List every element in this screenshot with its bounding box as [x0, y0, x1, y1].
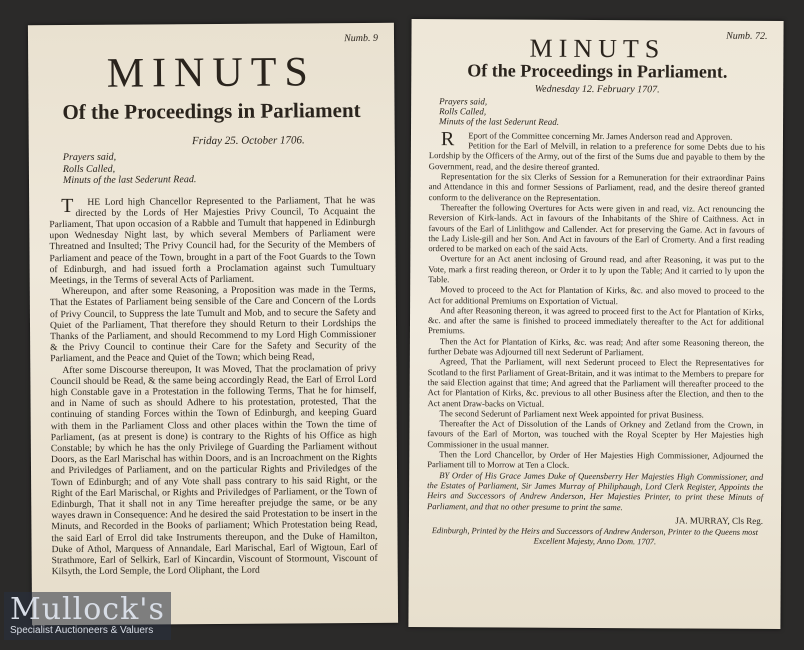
right-paragraph: Representation for the six Clerks of Session for a Remuneration for their extraordinar Pains and Attendance in this and former Sessions of Parliament, read, and the desire thereof granted conform to the deliverance on the Representation.	[428, 171, 765, 203]
right-title: MINUTS	[529, 33, 666, 64]
left-paragraph: Whereupon, and after some Reasoning, a Proposition was made in the Terms, That the Estates of Parliament being sensible of the Care and Concern of the Lords of Privy Council, to Suppress the late Tumult and Mob, and to secure the Safety and Quiet of the Parliament, That therefore they should Return to their Lordships the Thanks of the Parliament, and should Recommend to my Lord High Commissioner & the Privy Council to continue their Care for the Safety and Security of the Parliament, and the Peace and Quiet of the Town; which being Read,	[49, 284, 377, 365]
right-paragraph: And after Reasoning thereon, it was agreed to proceed first to the Act for Plantation of Kirks, &c. and after the same is finished to proceed immediately thereafter to the Act for additional Premiums.	[427, 305, 765, 336]
right-prelim-line: Rolls Called,	[439, 106, 487, 117]
watermark-logo: Mullock's	[10, 592, 165, 627]
drop-cap: R	[440, 128, 455, 151]
left-paragraph: After some Discourse thereupon, It was Moved, That the proclamation of privy Council should be Read, & the same being accordingly Read, the Earl of Errol Lord high Constable gave in a Protestation in the following Terms, That he for himself, and in Name of such as should Adhere to his protestation, protested, That the continuing of standing Forces within the Town of Edinburgh, and keeping Guard with them in the Parliament Closs and other places within the Town the time of Parliament, (as at present is done) is contrary to the Rights of his Office as high Constable; by which he has the only Privilege of Guarding the Parliament without Doors, as the Earl Marischal has within Doors, and is an Incroachment on the Rights and Priviledges of Parliament, and on the particular Rights and Priviledges of the Town of Edinburgh; and of any Vote shall pass contrary to his said Right, or the Right of the Earl Marischal, or Rights and Priviledges of Parliament, or the Town of Edinburgh, That it shall not in any Time hereafter prejudge the same, or be any wayes drawn in Consequence: And he desired the said Protestation to be insert in the Minuts, and Recorded in the Books of parliament; Which Protestation being Read, the said Earl of Errol did take Instruments thereupon, and the Duke of Hamilton, Duke of Athol, Marquess of Annandale, Earl Marischal, Earl of Wigtoun, Earl of Strathmore, Earl of Selkirk, Earl of Kincardin, Viscount of Stormount, Viscount of Kilsyth, the Lord Semple, the Lord Oliphant, the Lord	[50, 362, 378, 578]
left-document-sheet	[28, 23, 398, 626]
right-document-sheet	[408, 19, 783, 629]
left-prelim-line: Rolls Called,	[62, 163, 116, 175]
right-number: Numb. 72.	[726, 30, 768, 42]
right-prelim-line: Prayers said,	[439, 95, 488, 107]
right-paragraph: Thereafter the following Overtures for Acts were given in and read, viz. Act renouncing the Reversion of Kirk-lands. Act in favours of the Inhabitants of the Shire of Caithness. Act in favours of the Earl of Linlithgow and Callender. Act for preserving the Game. Act in favours of the Lady Lisle-gill and her Son. And Act in favours of the Earl of Cromerty. And a first reading ordered to be marked on each of the said Acts.	[428, 202, 765, 255]
watermark-tagline: Specialist Auctioneers & Valuers	[10, 625, 154, 636]
right-prelim-line: Minuts of the last Sederunt Read.	[439, 116, 560, 128]
left-body	[29, 184, 398, 577]
left-prelim-line: Prayers said,	[62, 151, 117, 164]
right-paragraph: Thereafter the Act of Dissolution of the Lands of Orkney and Zetland from the Crown, in favours of the Earl of Morton, was touched with the Royal Scepter by Her Majesties high Commissioner in the usual manner.	[427, 418, 764, 450]
right-paragraph: Moved to proceed to the Act for Plantation of Kirks, &c. and also moved to proceed to the Act for additional Premiums on Exportation of Victual.	[428, 284, 765, 306]
right-paragraph: Petition for the Earl of Melvill, in relation to a preference for some Debts due to his Lordship by the Officers of the Army, out of the first of the Sums due and payable to them by the Government, read, and the desire thereof granted.	[428, 140, 765, 172]
left-prelims	[29, 150, 395, 187]
left-prelim-line: Minuts of the last Sederunt Read.	[62, 174, 197, 187]
right-paragraph: The second Sederunt of Parliament next Week appointed for privat Business.	[439, 408, 704, 420]
right-paragraph: Agreed, That the Parliament, will next Sederunt proceed to Elect the Representatives for Scotland to the first Parliament of Great-Britain, and it was intimat to the Members to prepare for the said Election against that time; And agreed that the Parliament will thereafter proceed to the Act for Plantation of Kirks, &c. previous to all other Business after the Election, and then to the Act anent Draw-backs on Victual.	[427, 356, 764, 409]
right-body	[409, 127, 783, 513]
right-date: Wednesday 12. February 1707.	[534, 83, 660, 96]
right-paragraph: BY Order of His Grace James Duke of Queensberry Her Majesties High Commissioner, and the Estates of Parliament, Sir James Murray of Philiphaugh, Lord Clerk Register, Appoints the Heirs and Successors of Andrew Anderson, Her Majesties Printer, to print these Minuts of Parliament, and that no other presume to print the same.	[427, 469, 764, 512]
right-paragraph: Then the Lord Chancellor, by Order of Her Majesties High Commissioner, Adjourned the Parliament till to Morrow at Ten a Clock.	[427, 449, 764, 471]
signature: JA. MURRAY, Cls Reg.	[675, 515, 763, 526]
left-paragraph	[49, 194, 376, 286]
right-subtitle: Of the Proceedings in Parliament.	[467, 60, 728, 82]
left-title: MINUTS	[106, 49, 316, 97]
printer-imprint: Edinburgh, Printed by the Heirs and Successors of Andrew Anderson, Printer to the Queens most Excellent Majesty, Anno Dom. 1707.	[431, 525, 758, 547]
auctioneer-watermark	[4, 592, 171, 640]
right-prelims	[411, 96, 783, 129]
drop-cap: T	[61, 194, 74, 217]
right-paragraph: Overture for an Act anent inclosing of Ground read, and after Reasoning, it was put to the Vote, mark a first reading thereon, or Order it to ly upon the Table; And it carried to ly upon the Table.	[428, 253, 765, 285]
right-paragraph-text: Eport of the Committee concerning Mr. James Anderson read and Approven.	[468, 130, 733, 142]
left-paragraph-text: HE Lord high Chancellor Represented to the Parliament, That he was directed by the Lords of Her Majesties Privy Council, To Acquaint the Parliament, That upon occasion of a Rabble and Tumult that happened in Edinburgh upon Wednesday Night last, by which several Members of Parliament were Threatned and Insulted; The Privy Council had, for the Security of the Members of Parliament and peace of the Town, brought in a part of the Foot Guards to the Town of Edinburgh, and had issued forth a Proclamation against such Tumultuary Meetings, in the Terms of several Acts of Parliament.	[49, 194, 376, 287]
left-date: Friday 25. October 1706.	[191, 134, 305, 148]
left-number: Numb. 9	[344, 32, 379, 45]
right-paragraph: Then the Act for Plantation of Kirks, &c. was read; And after some Reasoning thereon, the further Debate was Adjourned till next Sederunt of Parliament.	[427, 335, 764, 358]
left-subtitle: Of the Proceedings in Parliament	[62, 97, 361, 125]
